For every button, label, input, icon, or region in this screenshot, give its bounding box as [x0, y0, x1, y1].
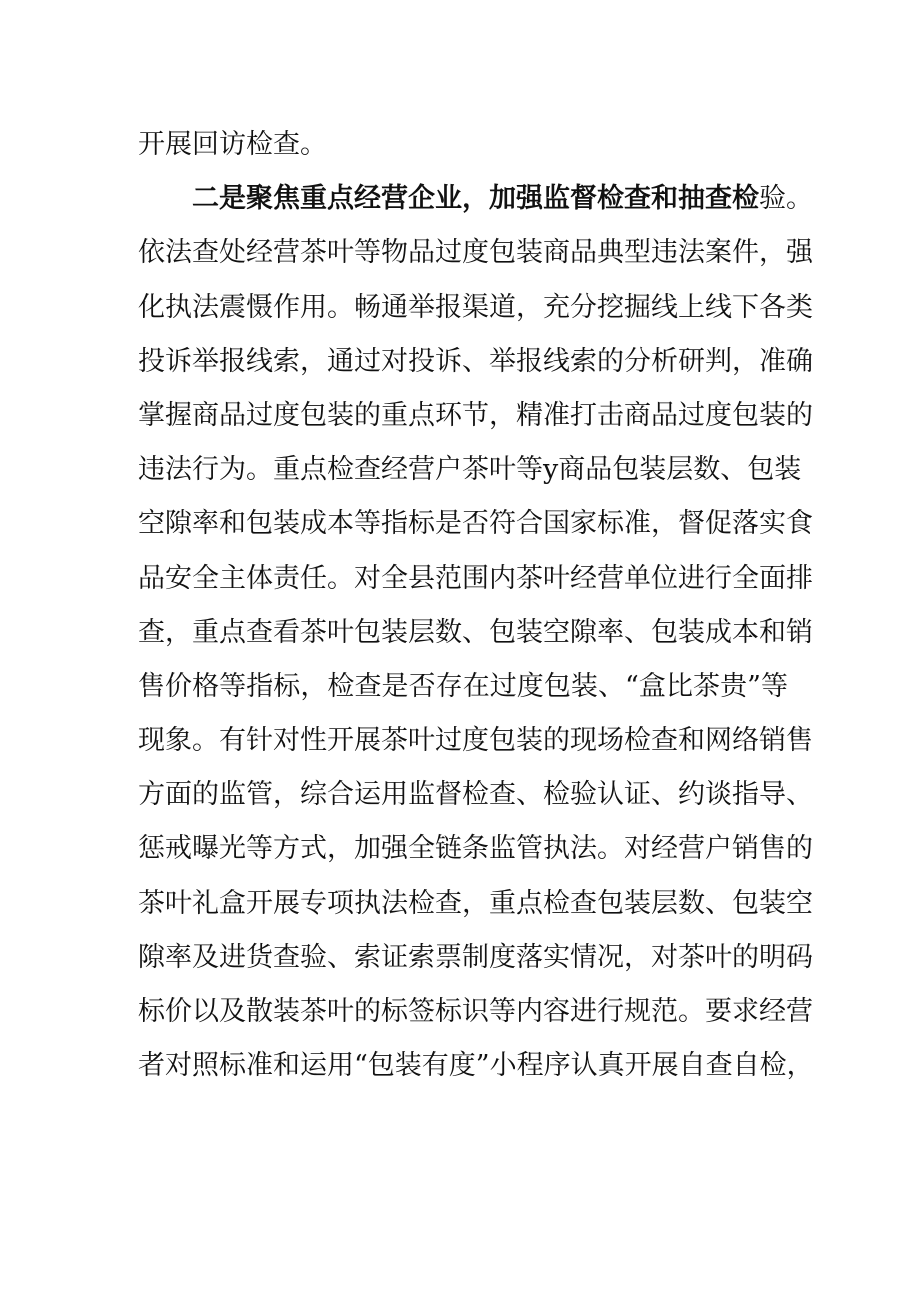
paragraph-heading-line — [138, 172, 813, 226]
text-line-14: 惩戒曝光等方式，加强全链条监管执法。对经营户销售的 — [138, 833, 813, 865]
paragraph-heading-bold: 二是聚焦重点经营企业，加强监督检查和抽查检 — [192, 183, 759, 215]
text-line-17: 标价以及散装茶叶的标签标识等内容进行规范。要求经营 — [138, 996, 813, 1027]
text-line-4: 化执法震慑作用。畅通举报渠道，充分挖掘线上线下各类 — [138, 291, 813, 323]
paragraph-heading-tail: 验。 — [759, 183, 813, 215]
text-line-12: 现象。有针对性开展茶叶过度包装的现场检查和网络销售 — [138, 725, 813, 757]
text-line-10: 查，重点查看茶叶包装层数、包装空隙率、包装成本和销 — [138, 616, 813, 648]
text-line-13: 方面的监管，综合运用监督检查、检验认证、约谈指导、 — [138, 779, 813, 811]
text-line-8: 空隙率和包装成本等指标是否符合国家标准，督促落实食 — [138, 508, 813, 540]
text-line-5: 投诉举报线索，通过对投诉、举报线索的分析研判，准确 — [138, 345, 813, 377]
text-line-3: 依法查处经营茶叶等物品过度包装商品典型违法案件，强 — [138, 237, 813, 269]
text-line-9: 品安全主体责任。对全县范围内茶叶经营单位进行全面排 — [138, 562, 813, 594]
body-text — [138, 118, 814, 1093]
text-line-11: 售价格等指标，检查是否存在过度包装、“盒比茶贵”等 — [138, 670, 788, 702]
text-line-6: 掌握商品过度包装的重点环节，精准打击商品过度包装的 — [138, 399, 813, 431]
text-line-18: 者对照标准和运用“包装有度”小程序认真开展自查自检， — [138, 1050, 814, 1082]
text-line-15: 茶叶礼盒开展专项执法检查，重点检查包装层数、包装空 — [138, 887, 813, 919]
text-line-1: 开展回访检查。 — [138, 129, 327, 160]
text-line-7: 违法行为。重点检查经营户茶叶等y商品包装层数、包装 — [138, 454, 802, 486]
text-line-16: 隙率及进货查验、索证索票制度落实情况，对茶叶的明码 — [138, 941, 813, 973]
